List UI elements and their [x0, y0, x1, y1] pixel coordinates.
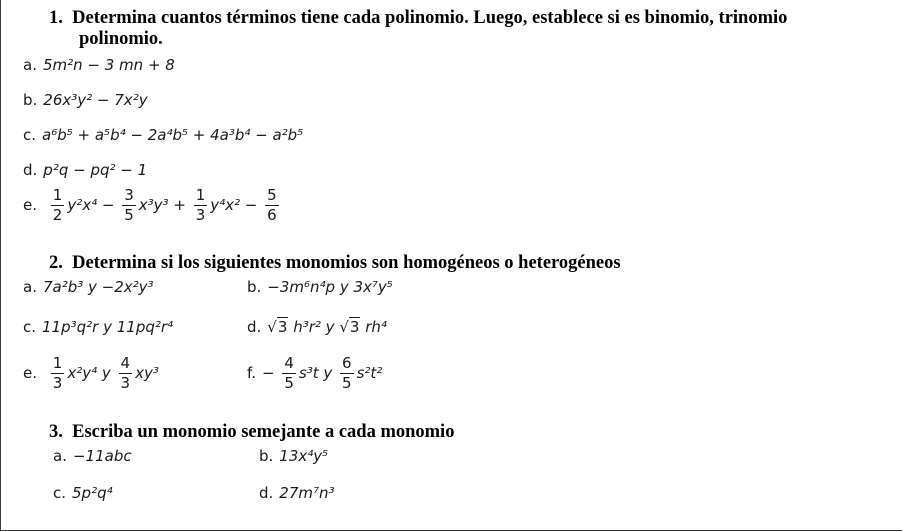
section3-number: 3.: [49, 422, 63, 442]
s2-f-frac2-den: 5: [342, 374, 352, 392]
section1-heading: [49, 8, 787, 29]
s1-item-a-expr: 5m²n − 3 mn + 8: [42, 56, 175, 74]
s2-e-term2: xy³: [135, 364, 159, 382]
s2-item-c-expr: 11p³q²r y 11pq²r⁴: [42, 318, 174, 336]
s2-f-frac2: [340, 356, 354, 391]
s2-item-c-label: c.: [23, 318, 37, 336]
s3-item-a-expr: −11abc: [72, 447, 132, 465]
section3-title: Escriba un monomio semejante a cada monomio: [72, 422, 455, 442]
section1-heading-line2: polinomio.: [79, 29, 163, 49]
s2-item-e: [23, 356, 159, 391]
s3-item-d-label: d.: [259, 484, 274, 502]
s1-e-frac2: [122, 188, 136, 223]
section2-title: Determina si los siguientes monomios son homogéneos o heterogéneos: [72, 253, 621, 273]
s2-item-a-expr: 7a²b³ y −2x²y³: [42, 278, 154, 296]
s1-e-frac4-num: 5: [267, 186, 277, 204]
s3-item-c-expr: 5p²q⁴: [72, 484, 113, 502]
s1-item-d: [23, 161, 147, 179]
s2-item-b: [247, 278, 393, 296]
s2-item-f-label: f.: [247, 364, 256, 382]
s2-item-e-label: e.: [23, 364, 37, 382]
section1-number: 1.: [49, 8, 63, 28]
s1-e-frac4-den: 6: [267, 206, 277, 224]
s2-e-frac2-den: 3: [120, 374, 131, 392]
s1-item-a: [23, 56, 175, 74]
s2-item-a: [23, 278, 154, 296]
s3-item-b-expr: 13x⁴y⁵: [279, 447, 329, 465]
s1-item-c: [23, 126, 303, 144]
s1-item-b-expr: 26x³y² − 7x²y: [43, 91, 148, 109]
s2-e-frac1-den: 3: [52, 374, 63, 392]
s2-f-frac1-den: 5: [284, 374, 294, 392]
s2-d-term1: h³r² y: [293, 318, 335, 336]
s1-e-frac4: [265, 188, 279, 223]
s2-f-sign: −: [261, 364, 275, 382]
s1-item-d-label: d.: [23, 161, 38, 179]
s2-f-term1: s³t y: [298, 364, 333, 382]
s1-item-c-expr: a⁶b⁵ + a⁵b⁴ − 2a⁴b⁵ + 4a³b⁴ − a²b⁵: [42, 126, 304, 144]
s2-item-a-label: a.: [23, 278, 37, 296]
s1-item-c-label: c.: [23, 126, 37, 144]
s2-e-frac2-num: 4: [120, 354, 131, 372]
s2-f-frac1: [282, 356, 296, 391]
s1-e-term2: x³y³ +: [138, 196, 186, 214]
s1-e-term3: y⁴x² −: [210, 196, 258, 214]
section1-title-line1: Determina cuantos términos tiene cada polinomio. Luego, establece si es binomio, trinomio: [72, 8, 788, 28]
s1-item-b: [23, 91, 148, 109]
s3-item-a-label: a.: [53, 447, 67, 465]
s2-item-b-expr: −3m⁶n⁴p y 3x⁷y⁵: [267, 278, 393, 296]
s2-item-f: [247, 356, 382, 391]
s3-item-a: [53, 447, 132, 465]
s2-item-d: [247, 318, 387, 336]
s1-e-frac1-den: 2: [52, 206, 63, 224]
s1-item-e-label: e.: [23, 196, 37, 214]
s2-item-c: [23, 318, 173, 336]
s2-d-radicand1: 3: [277, 318, 288, 336]
s2-e-frac2: [119, 356, 133, 391]
section2-number: 2.: [49, 253, 63, 273]
s1-e-frac1-num: 1: [52, 186, 63, 204]
s1-e-frac2-num: 3: [124, 186, 134, 204]
section2-heading: [49, 253, 621, 274]
s1-item-b-label: b.: [23, 91, 38, 109]
s1-e-term1: y²x⁴ −: [67, 196, 115, 214]
s2-f-term2: s²t²: [356, 364, 383, 382]
s2-item-b-label: b.: [247, 278, 262, 296]
s1-item-d-expr: p²q − pq² − 1: [43, 161, 148, 179]
s1-e-frac3: [194, 188, 208, 223]
s1-item-e: [23, 188, 282, 223]
s2-d-radicand2: 3: [349, 318, 360, 336]
s3-item-c-label: c.: [53, 484, 67, 502]
s2-d-radical2: √3: [339, 318, 360, 336]
s3-item-d: [259, 484, 335, 502]
s3-item-d-expr: 27m⁷n³: [279, 484, 335, 502]
s3-item-c: [53, 484, 113, 502]
s2-e-frac1: [51, 356, 65, 391]
s2-item-d-label: d.: [247, 318, 262, 336]
section3-heading: [49, 422, 454, 443]
s1-item-a-label: a.: [23, 56, 37, 74]
s1-e-frac3-den: 3: [195, 206, 206, 224]
s2-e-term1: x²y⁴ y: [67, 364, 111, 382]
s2-d-radical1: √3: [267, 318, 288, 336]
s3-item-b: [259, 447, 328, 465]
s1-e-frac2-den: 5: [124, 206, 134, 224]
s2-e-frac1-num: 1: [52, 354, 63, 372]
s1-e-frac3-num: 1: [195, 186, 206, 204]
s2-d-term2: rh⁴: [365, 318, 387, 336]
s2-f-frac2-num: 6: [342, 354, 352, 372]
s3-item-b-label: b.: [259, 447, 274, 465]
s2-f-frac1-num: 4: [284, 354, 294, 372]
s1-e-frac1: [51, 188, 65, 223]
